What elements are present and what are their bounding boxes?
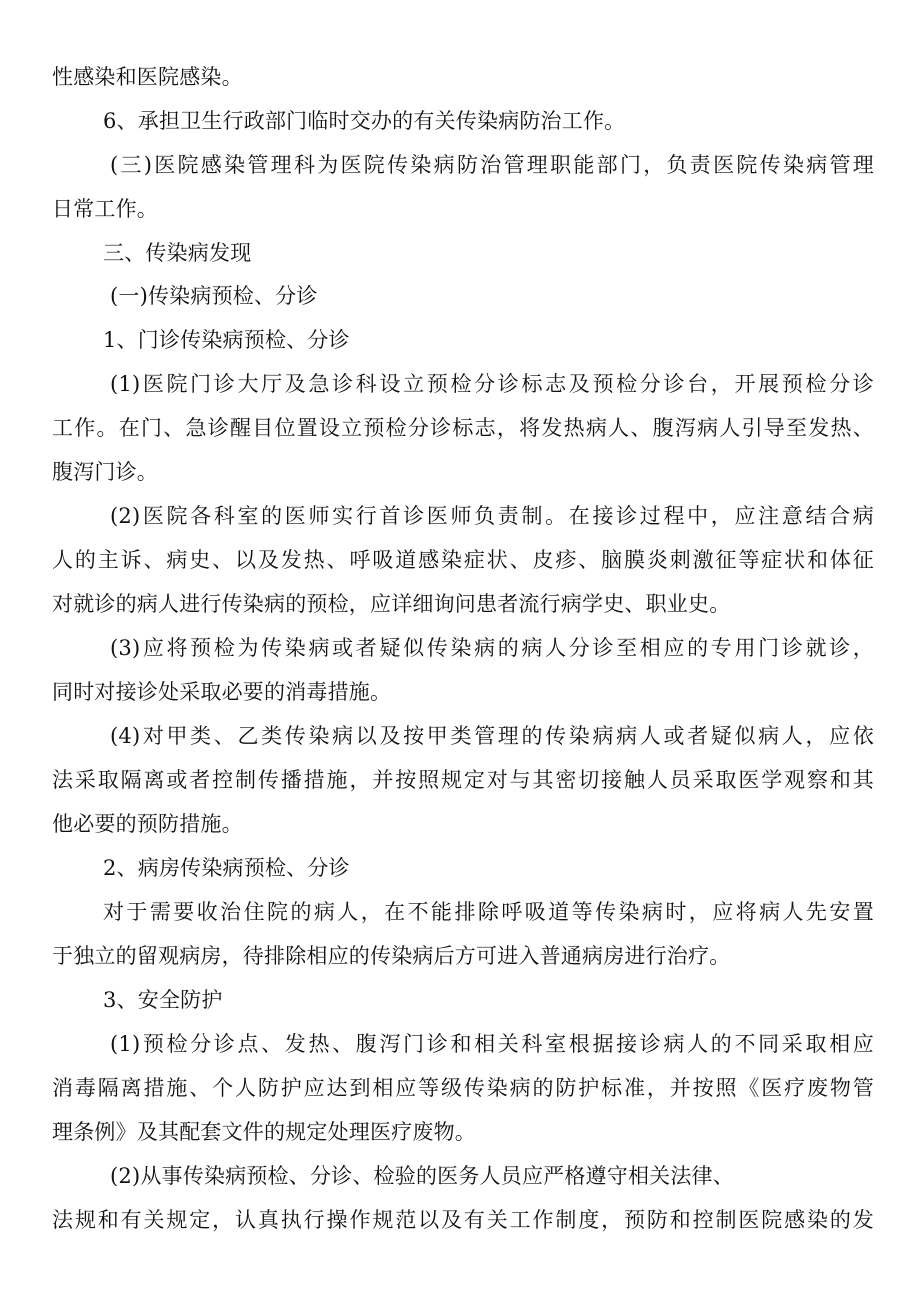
- subsection-heading: 1、门诊传染病预检、分诊: [103, 328, 350, 352]
- text-line: 性感染和医院感染。: [52, 65, 243, 89]
- subsection-heading: 3、安全防护: [103, 988, 223, 1012]
- text-line: 工作。在门、急诊醒目位置设立预检分诊标志，将发热病人、腹泻病人引导至发热、: [52, 416, 874, 440]
- text-line: 腹泻门诊。: [52, 460, 158, 484]
- text-line: 6、承担卫生行政部门临时交办的有关传染病防治工作。: [103, 109, 626, 133]
- text-line: 人的主诉、病史、以及发热、呼吸道感染症状、皮疹、脑膜炎刺激征等症状和体征: [52, 548, 874, 572]
- text-line: 于独立的留观病房，待排除相应的传染病后方可进入普通病房进行治疗。: [52, 944, 731, 968]
- text-line: 法采取隔离或者控制传播措施，并按照规定对与其密切接触人员采取医学观察和其: [52, 768, 874, 792]
- text-line: (1)医院门诊大厅及急诊科设立预检分诊标志及预检分诊台，开展预检分诊: [110, 372, 874, 396]
- text-line: 法规和有关规定，认真执行操作规范以及有关工作制度，预防和控制医院感染的发: [52, 1208, 874, 1232]
- text-line: (3)应将预检为传染病或者疑似传染病的病人分诊至相应的专用门诊就诊，: [110, 636, 874, 660]
- text-line: (4)对甲类、乙类传染病以及按甲类管理的传染病病人或者疑似病人，应依: [110, 724, 874, 748]
- subsection-heading: (一)传染病预检、分诊: [110, 284, 318, 308]
- text-line: (三)医院感染管理科为医院传染病防治管理职能部门，负责医院传染病管理: [110, 153, 874, 177]
- section-heading: 三、传染病发现: [103, 241, 252, 265]
- text-line: (2)从事传染病预检、分诊、检验的医务人员应严格遵守相关法律、: [110, 1164, 734, 1188]
- text-line: 对就诊的病人进行传染病的预检，应详细询问患者流行病学史、职业史。: [52, 592, 731, 616]
- text-line: (2)医院各科室的医师实行首诊医师负责制。在接诊过程中，应注意结合病: [110, 504, 874, 528]
- text-line: (1)预检分诊点、发热、腹泻门诊和相关科室根据接诊病人的不同采取相应: [110, 1032, 874, 1056]
- subsection-heading: 2、病房传染病预检、分诊: [103, 856, 350, 880]
- text-line: 理条例》及其配套文件的规定处理医疗废物。: [52, 1120, 476, 1144]
- text-line: 同时对接诊处采取必要的消毒措施。: [52, 680, 392, 704]
- text-line: 对于需要收治住院的病人，在不能排除呼吸道等传染病时，应将病人先安置: [103, 900, 874, 924]
- text-line: 日常工作。: [52, 197, 158, 221]
- text-line: 消毒隔离措施、个人防护应达到相应等级传染病的防护标准，并按照《医疗废物管: [52, 1076, 874, 1100]
- text-line: 他必要的预防措施。: [52, 812, 243, 836]
